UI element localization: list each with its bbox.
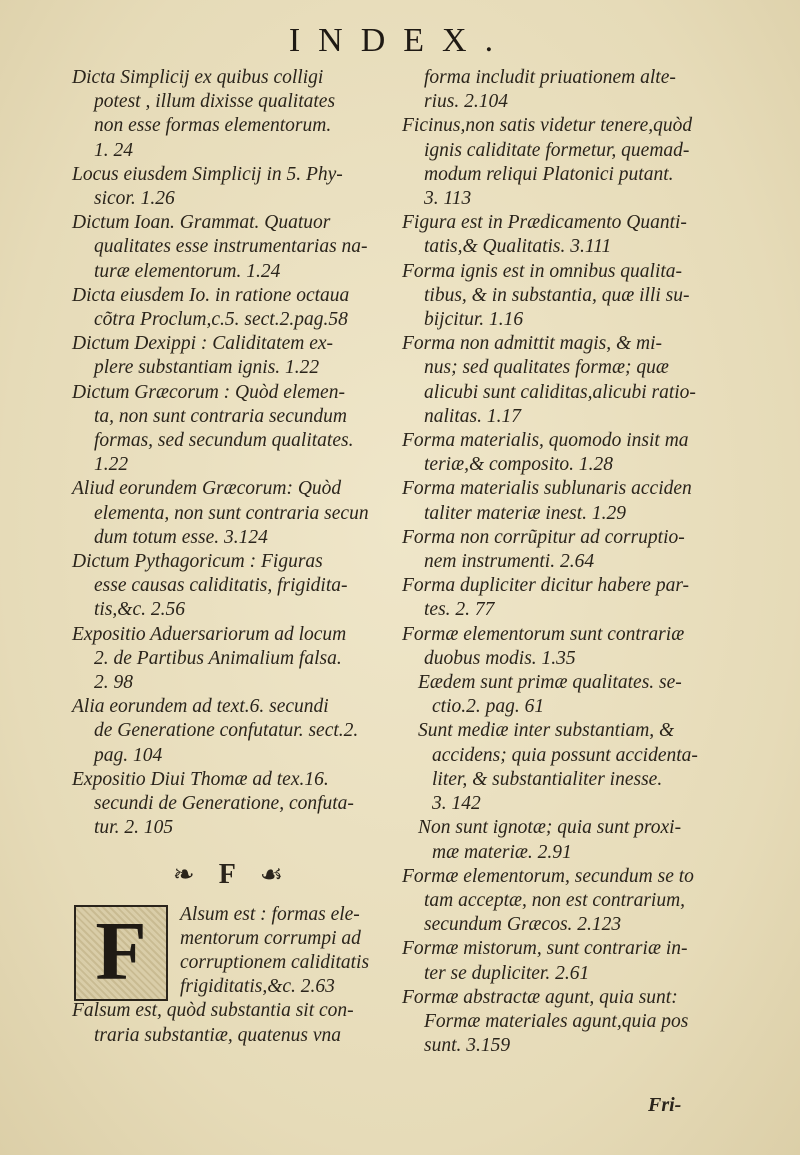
index-entry-line: 1.22 [94, 454, 129, 476]
index-entry-line: Alia eorundem ad text.6. secundi [72, 696, 329, 718]
index-entry-line: corruptionem caliditatis [180, 951, 370, 973]
index-entry [72, 381, 384, 478]
index-entry-line: ter se dupliciter. 2.61 [424, 962, 590, 984]
index-entry-line: secundum Græcos. 2.123 [424, 914, 622, 936]
index-entry-line: teriæ,& composito. 1.28 [424, 454, 614, 476]
index-entry [402, 937, 714, 985]
index-entry-line: Dictum Græcorum : Quòd elemen- [72, 381, 345, 403]
index-entry [402, 114, 714, 211]
index-entry-line: Formæ elementorum sunt contrariæ [402, 623, 685, 645]
index-entry-line: Expositio Aduersariorum ad locum [72, 623, 347, 645]
index-entry-line: sicor. 1.26 [94, 188, 175, 210]
left-entry-list [72, 66, 384, 841]
index-entry-line: Forma non admittit magis, & mi- [402, 333, 663, 355]
index-entry [72, 768, 384, 841]
index-entry [72, 284, 384, 332]
index-entry-line: liter, & substantialiter inesse. [432, 768, 663, 790]
index-entry [402, 332, 714, 429]
index-entry-line: qualitates esse instrumentarias na- [94, 236, 368, 258]
index-entry-line: Non sunt ignotæ; quia sunt proxi- [418, 817, 682, 839]
index-entry [402, 477, 714, 525]
index-entry-line: tes. 2. 77 [424, 599, 495, 621]
index-entry [72, 332, 384, 380]
index-entry-line: Ficinus,non satis videtur tenere,quòd [402, 115, 693, 137]
index-entry-line: sunt. 3.159 [424, 1035, 511, 1057]
left-column [72, 66, 384, 1048]
index-entry-line: Dicta eiusdem Io. in ratione octaua [72, 284, 350, 306]
index-entry [72, 999, 384, 1047]
index-entry-line: 1. 24 [94, 139, 133, 161]
index-entry [72, 695, 384, 768]
right-entry-list [402, 66, 714, 1058]
fleuron-right-icon: ☙ [259, 860, 284, 890]
index-entry [402, 623, 714, 671]
index-entry-line: frigiditatis,&c. 2.63 [180, 976, 335, 998]
index-entry-line: rius. 2.104 [424, 91, 508, 113]
index-entry-line: de Generatione confutatur. sect.2. [94, 720, 359, 742]
index-entry-line: Dicta Simplicij ex quibus colligi [72, 67, 324, 88]
index-entry-line: ctio.2. pag. 61 [432, 696, 545, 718]
fleuron-left-icon: ❧ [172, 860, 195, 890]
index-entry-line: elementa, non sunt contraria secun [94, 502, 369, 524]
index-entry-line: Forma ignis est in omnibus qualita- [402, 260, 683, 282]
index-entry-line: Forma materialis, quomodo insit ma [402, 430, 689, 452]
index-entry-line: 2. de Partibus Animalium falsa. [94, 647, 342, 669]
index-entry [72, 211, 384, 284]
index-entry-line: Dictum Dexippi : Caliditatem ex- [72, 333, 334, 355]
index-entry-line: ta, non sunt contraria secundum [94, 405, 347, 427]
index-entry-line: mæ materiæ. 2.91 [432, 841, 572, 863]
index-entry-line: Aliud eorundem Græcorum: Quòd [72, 478, 342, 500]
index-entry-line: accidens; quia possunt accidenta- [432, 744, 698, 766]
index-entry-line: Falsum est, quòd substantia sit con- [72, 1000, 354, 1022]
index-entry-line: tis,&c. 2.56 [94, 599, 185, 621]
index-entry-line: Formæ abstractæ agunt, quia sunt: [402, 986, 678, 1008]
index-entry-line: forma includit priuationem alte- [424, 67, 676, 88]
index-entry [72, 477, 384, 550]
index-entry-line: 2. 98 [94, 672, 133, 694]
index-entry-line: tatis,& Qualitatis. 3.111 [424, 236, 612, 258]
catchword: Fri- [648, 1094, 682, 1116]
section-letter: F [218, 859, 236, 891]
index-entry-line: Expositio Diui Thomæ ad tex.16. [72, 768, 329, 790]
index-entry-line: Alsum est : formas ele- [180, 903, 360, 925]
index-entry-line: Forma materialis sublunaris acciden [402, 478, 692, 500]
index-entry-line: tam acceptæ, non est contrarium, [424, 889, 686, 911]
index-entry-line: modum reliqui Platonici putant. [424, 163, 674, 185]
index-entry-line: formas, sed secundum qualitates. [94, 430, 354, 452]
index-entry-line: turæ elementorum. 1.24 [94, 260, 281, 282]
index-entry [402, 816, 714, 864]
index-entry-line: esse causas caliditatis, frigidita- [94, 575, 348, 597]
index-entry [72, 163, 384, 211]
index-entry-line: nus; sed qualitates formæ; quæ [424, 357, 669, 379]
index-entry [402, 865, 714, 938]
index-entry-line: taliter materiæ inest. 1.29 [424, 502, 627, 524]
index-entry-line: bijcitur. 1.16 [424, 309, 524, 331]
index-entry-line: non esse formas elementorum. [94, 115, 332, 137]
index-entry-line: traria substantiæ, quatenus vna [94, 1024, 342, 1046]
index-entry-line: nalitas. 1.17 [424, 405, 521, 427]
index-entry [402, 719, 714, 816]
index-entry-line: Forma non corrũpitur ad corruptio- [402, 526, 685, 548]
index-entry [72, 66, 384, 163]
index-entry-line: ignis caliditate formetur, quemad- [424, 139, 690, 161]
page-header: INDEX. [288, 22, 512, 59]
index-entry [402, 211, 714, 259]
index-entry [402, 986, 714, 1059]
index-entry-line: plere substantiam ignis. 1.22 [94, 357, 320, 379]
index-entry-line: alicubi sunt caliditas,alicubi ratio- [424, 381, 696, 403]
index-entry-line: 3. 113 [424, 188, 472, 210]
index-entry-line: Sunt mediæ inter substantiam, & [418, 720, 675, 742]
index-entry-line: Formæ materiales agunt,quia pos [424, 1010, 689, 1032]
index-entry-line: Eædem sunt primæ qualitates. se- [418, 672, 682, 694]
index-entry-line: Formæ elementorum, secundum se to [402, 865, 694, 887]
index-entry-line: 3. 142 [432, 793, 481, 815]
index-entry-line: cõtra Proclum,c.5. sect.2.pag.58 [94, 309, 348, 331]
right-column [402, 66, 714, 1058]
index-entry [72, 623, 384, 696]
index-entry [402, 66, 714, 114]
section-heading-f [72, 853, 384, 899]
index-entry [402, 260, 714, 333]
index-entry [402, 574, 714, 622]
index-entry-line: pag. 104 [94, 744, 163, 766]
index-entry-line: Locus eiusdem Simplicij in 5. Phy- [72, 163, 343, 185]
index-entry-line: mentorum corrumpi ad [180, 927, 361, 949]
index-entry-line: potest , illum dixisse qualitates [94, 91, 336, 113]
decorated-initial-icon: F [74, 905, 168, 1001]
section-f-entries [72, 903, 384, 1048]
index-entry [402, 429, 714, 477]
index-entry-line: dum totum esse. 3.124 [94, 526, 268, 548]
index-entry-line: duobus modis. 1.35 [424, 647, 576, 669]
index-entry-line: Figura est in Prædicamento Quanti- [402, 212, 687, 234]
index-entry-line: tibus, & in substantia, quæ illi su- [424, 284, 690, 306]
index-entry [402, 671, 714, 719]
index-entry-line: Dictum Ioan. Grammat. Quatuor [72, 212, 331, 234]
index-entry-line: Dictum Pythagoricum : Figuras [72, 551, 323, 573]
index-entry-line: Formæ mistorum, sunt contrariæ in- [402, 938, 688, 960]
index-entry [402, 526, 714, 574]
index-entry-line: secundi de Generatione, confuta- [94, 793, 354, 815]
index-entry [72, 550, 384, 623]
index-entry-line: Forma dupliciter dicitur habere par- [402, 575, 690, 597]
index-entry-line: nem instrumenti. 2.64 [424, 551, 595, 573]
index-entry-line: tur. 2. 105 [94, 817, 174, 839]
